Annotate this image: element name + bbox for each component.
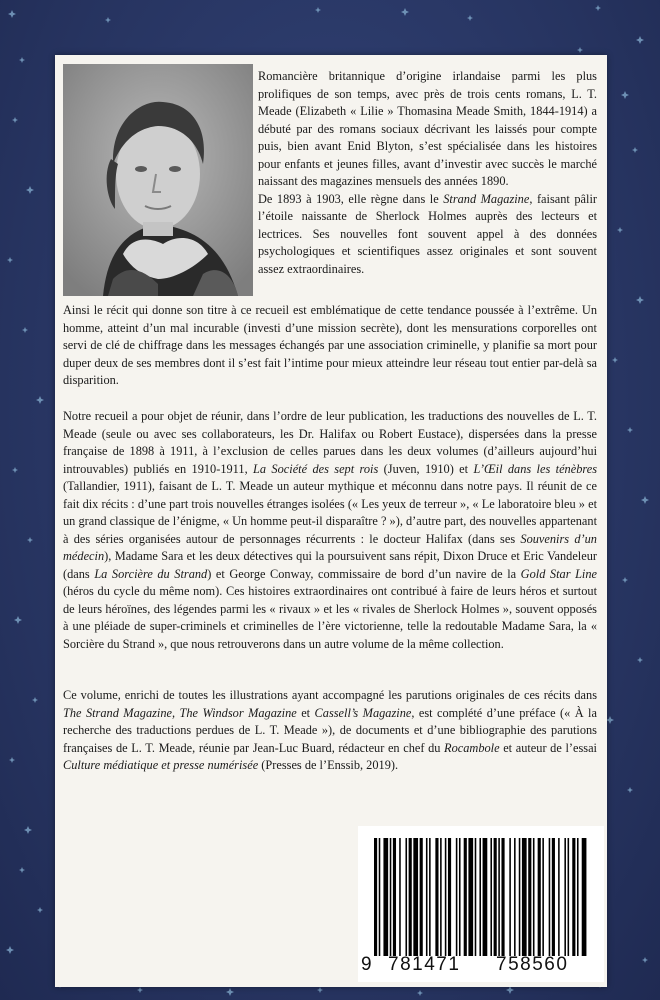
barcode-bar xyxy=(440,838,442,956)
barcode-bar xyxy=(582,838,587,956)
barcode-bar xyxy=(542,838,544,956)
star-icon xyxy=(14,616,22,624)
star-icon xyxy=(467,15,473,21)
star-icon xyxy=(637,657,643,663)
collection-text-i: ) et George Conway, commissaire de bord d’un navire de la xyxy=(207,566,521,581)
collection-text-e: (Tallandier, 1911), faisant de L. T. Meade un auteur mythique et méconnu dans notre pays. Il réunit de ce fait dix récits : d’une part trois nouvelles étranges isolées (« Les yeux de terreur », « Le laboratoire bleu » et un grand classique de l’énigme, « Un homme peut-il disparaître ? »), d’autre part, des nouvelles appartenant à des séries organisées autour de personnages récurrents : le docteur Halifax (dans ses xyxy=(63,479,597,546)
volume-text-a: Ce volume, enrichi de toutes les illustrations ayant accompagné les parutions originales de ces récits dans xyxy=(63,688,597,702)
title-oeil-tenebres: L’Œil dans les ténèbres xyxy=(473,461,597,476)
star-icon xyxy=(315,7,321,13)
star-icon xyxy=(27,537,33,543)
collection-text-a: Notre recueil a pour objet de réunir, dans l’ordre de leur publication, les traductions des nouvelles de L. T. Meade (seule ou avec ses collaborateurs, les Dr. Halifax ou Robert Eustace), dispersées dans la presse française de 1898 à 1911, à l’exclusion de celles parues dans les deux volumes (d’ailleurs aujourd’hui introuvables) publiés en 1910-1911, xyxy=(63,409,597,476)
barcode-bar xyxy=(390,838,392,956)
star-icon xyxy=(19,57,25,63)
barcode-bar xyxy=(409,838,412,956)
title-souvenirs-medecin: Souvenirs d’un médecin xyxy=(63,531,597,563)
barcode-bar xyxy=(519,838,521,956)
volume-text-i: (Presses de l’Enssib, 2019). xyxy=(258,758,399,772)
isbn-digit-0: 9 xyxy=(361,954,374,975)
volume-text xyxy=(63,687,597,775)
volume-text-e: , est complété d’une préface (« À la recherche des traductions perdues de L. T. Meade »), de documents et d’une bibliographie des parutions françaises de L. T. Meade, réunie par Jean-Luc Buard, rédacteur en chef du xyxy=(63,705,597,755)
star-icon xyxy=(577,47,583,53)
star-icon xyxy=(26,186,34,194)
strand-text-start: De 1893 à 1903, elle règne dans le xyxy=(258,191,444,206)
title-magazines: The Strand Magazine, The Windsor Magazine xyxy=(63,705,297,720)
star-icon xyxy=(36,396,44,404)
barcode-bar xyxy=(448,838,451,956)
author-portrait xyxy=(63,64,253,296)
intro-text: Romancière britannique d’origine irlandaise parmi les plus prolifiques de son temps, avec près de trois cents romans, L. T. Meade (Elizabeth « Lilie » Thomasina Meade Smith, 1844-1914) a débuté par des romans sociaux décrivant les laissés pour compte puis, bien avant Enid Blyton, s’est spécialisée dans les histoires pour enfants et jeunes filles, avant d’investir avec succès le marché naissant des magazines mensuels des années 1890. xyxy=(258,69,597,188)
title-societe-sept-rois: La Société des sept rois xyxy=(253,461,379,476)
barcode-bar xyxy=(383,838,388,956)
barcode-bar xyxy=(501,838,504,956)
barcode-bar xyxy=(445,838,447,956)
title-rocambole: Rocambole xyxy=(444,740,500,755)
barcode-bar xyxy=(572,838,575,956)
story-text: Ainsi le récit qui donne son titre à ce recueil est emblématique de cette tendance poussée à l’extrême. Un homme, atteint d’un mal incurable (investi d’une mission secrète), dont les mensurations corporelles ont servi de clé de chiffrage dans les messages échangés par une association criminelle, y planifie sa mort pour duper deux de ses membres dont il s’est fait l’intime pour mieux atteindre leur réseau tout entier par-delà sa disparition. xyxy=(63,303,597,387)
barcode-bar xyxy=(522,838,527,956)
title-culture-mediatique: Culture médiatique et presse numérisée xyxy=(63,758,259,772)
barcode-bar xyxy=(558,838,560,956)
volume-text-g: et auteur de l’essai xyxy=(499,740,597,755)
star-icon xyxy=(612,357,618,363)
barcode-bar xyxy=(498,838,500,956)
isbn-group-1: 781471 xyxy=(388,954,461,975)
barcode-bar xyxy=(479,838,481,956)
barcode-bar xyxy=(538,838,541,956)
story-paragraph xyxy=(63,302,597,390)
isbn-group-2: 758560 xyxy=(496,954,569,975)
strand-paragraph xyxy=(258,191,597,279)
star-icon xyxy=(6,946,14,954)
star-icon xyxy=(8,10,16,18)
collection-text xyxy=(63,408,597,653)
star-icon xyxy=(641,496,649,504)
star-icon xyxy=(12,117,18,123)
barcode-icon xyxy=(374,838,588,956)
barcode-bar xyxy=(413,838,418,956)
barcode-bar xyxy=(577,838,579,956)
volume-text-c: et xyxy=(296,705,315,720)
barcode-bar xyxy=(393,838,396,956)
collection-text-c: (Juven, 1910) et xyxy=(378,461,474,476)
star-icon xyxy=(627,427,633,433)
isbn-barcode xyxy=(358,826,604,982)
star-icon xyxy=(636,36,644,44)
barcode-bar xyxy=(464,838,467,956)
barcode-bar xyxy=(528,838,531,956)
barcode-bar xyxy=(456,838,458,956)
star-icon xyxy=(137,987,143,993)
star-icon xyxy=(24,826,32,834)
strand-text-end: , faisant pâlir l’étoile naissante de Sherlock Holmes auprès des lecteurs et lectrices. Ses nouvelles font souvent appel à des données psychologiques et scientifiques assez originales et sont souvent assez extraordinaires. xyxy=(258,191,597,276)
barcode-bar xyxy=(509,838,511,956)
barcode-bar xyxy=(374,838,377,956)
barcode-bar xyxy=(483,838,488,956)
star-icon xyxy=(632,147,638,153)
star-icon xyxy=(622,577,628,583)
star-icon xyxy=(506,986,514,994)
barcode-bar xyxy=(468,838,473,956)
star-icon xyxy=(317,987,323,993)
star-icon xyxy=(105,17,111,23)
barcode-bar xyxy=(420,838,423,956)
volume-paragraph xyxy=(63,687,597,775)
star-icon xyxy=(595,5,601,11)
star-icon xyxy=(37,907,43,913)
barcode-bar xyxy=(564,838,566,956)
intro-paragraph xyxy=(258,68,597,278)
strand-magazine-title: Strand Magazine xyxy=(443,191,530,206)
star-icon xyxy=(627,787,633,793)
barcode-bar xyxy=(426,838,428,956)
barcode-bar xyxy=(490,838,492,956)
barcode-bar xyxy=(459,838,461,956)
barcode-bar xyxy=(494,838,497,956)
star-icon xyxy=(617,227,623,233)
barcode-bar xyxy=(552,838,555,956)
portrait-photo-icon xyxy=(63,64,253,296)
barcode-bar xyxy=(435,838,438,956)
barcode-bar xyxy=(549,838,551,956)
collection-paragraph xyxy=(63,408,597,653)
star-icon xyxy=(7,257,13,263)
collection-text-g: ), Madame Sara et les deux détectives qui la poursuivent sans répit, Dixon Druce et Eric Vandeleur (dans xyxy=(63,549,597,581)
isbn-number xyxy=(358,954,604,978)
star-icon xyxy=(401,8,409,16)
barcode-bar xyxy=(379,838,381,956)
back-cover-panel xyxy=(55,55,607,987)
star-icon xyxy=(636,296,644,304)
star-icon xyxy=(417,990,423,996)
star-icon xyxy=(621,91,629,99)
title-gold-star-line: Gold Star Line xyxy=(520,566,598,581)
barcode-bar xyxy=(399,838,401,956)
barcode-bar xyxy=(514,838,516,956)
star-icon xyxy=(642,957,648,963)
star-icon xyxy=(22,327,28,333)
barcode-bar xyxy=(405,838,407,956)
barcode-bar xyxy=(568,838,570,956)
collection-text-k: (héros du cycle du même nom). Ces histoires extraordinaires ont contribué à faire de leurs héros et surtout de leurs héroïnes, des légendes parmi les « rivaux » et les « rivales de Sherlock Holmes », souvent opposés à une pléiade de super-criminels et criminelles de l’ère victorienne, telle la redoutable Madame Sara, la « Sorcière du Strand », que nous retrouverons dans un autre volume de la même collection. xyxy=(63,584,597,651)
title-cassells: Cassell’s Magazine xyxy=(314,705,412,720)
star-icon xyxy=(9,757,15,763)
barcode-bar xyxy=(475,838,477,956)
star-icon xyxy=(19,867,25,873)
star-icon xyxy=(226,988,234,996)
star-icon xyxy=(606,716,614,724)
barcode-bar xyxy=(429,838,431,956)
title-sorciere-strand: La Sorcière du Strand xyxy=(94,566,208,581)
barcode-bar xyxy=(533,838,535,956)
star-icon xyxy=(12,467,18,473)
star-icon xyxy=(32,697,38,703)
